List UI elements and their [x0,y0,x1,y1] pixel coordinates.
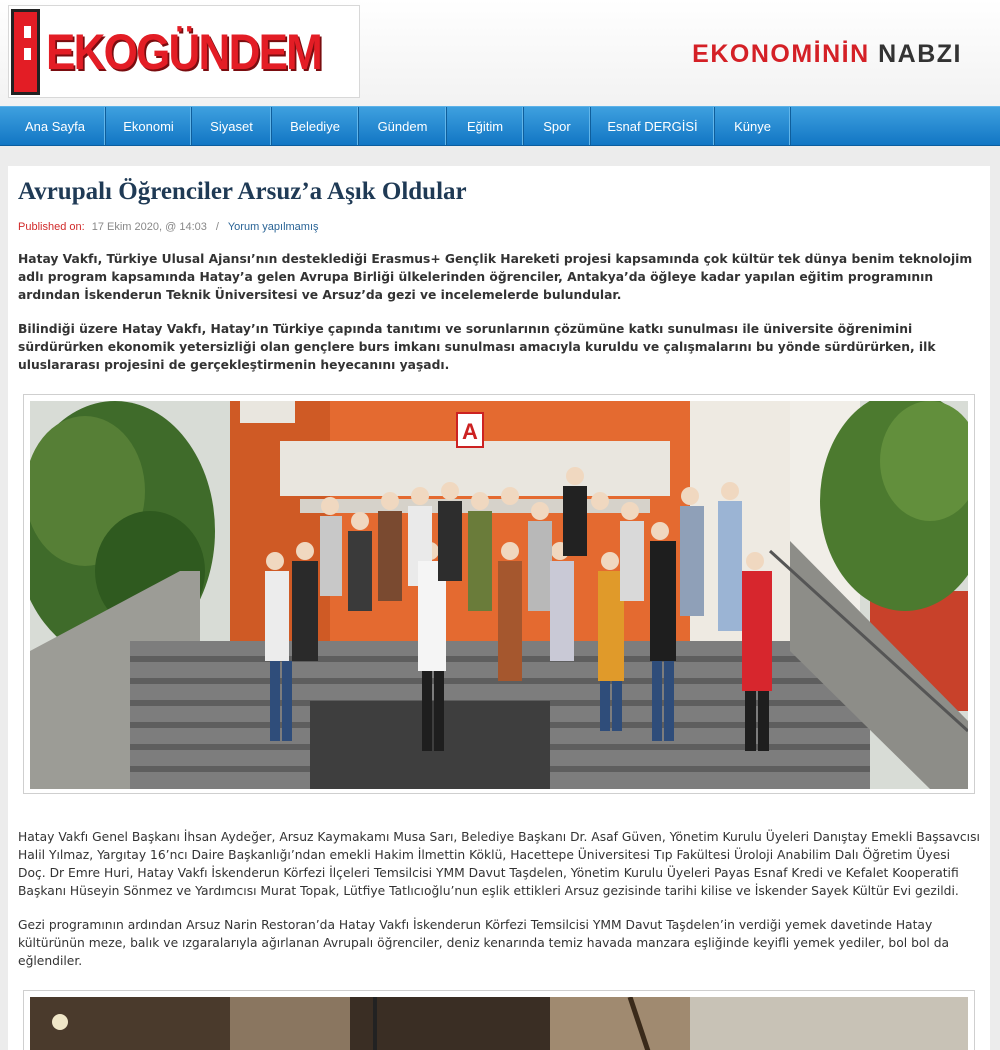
tagline-part1: EKONOMİNİN [692,40,870,68]
article-lead-paragraph-1: Hatay Vakfı, Türkiye Ulusal Ajansı’nın desteklediği Erasmus+ Gençlik Hareketi projesi kapsamında çok kültür tek dünya benim teknolojim adlı program kapsamında Hatay’a gelen Avrupa Birliği ülkelerinden öğrenciler, Antakya’da öğleye kadar yapılan eğitim programının ardından İskenderun Teknik Üniversitesi ve Arsuz’da gezi ve incelemelerde bulundular. [18,252,973,302]
comments-link[interactable]: Yorum yapılmamış [227,221,319,233]
article-lead-paragraph-2: Bilindiği üzere Hatay Vakfı, Hatay’ın Türkiye çapında tanıtımı ve sorunlarının çözümüne katkı sunulması ile üniversite öğrenimini sürdürürken ekonomik yetersizliği olan gençlere burs imkanı sunulması amacıyla kuruldu ve çalışmalarını bu yönde sürdürürken, ilk uluslararası projesini de gerçekleştirmenin heyecanını yaşadı. [18,322,936,372]
nav-item-belediye[interactable]: Belediye [272,107,359,145]
nav-item-gundem[interactable]: Gündem [359,107,447,145]
article-title[interactable]: Avrupalı Öğrenciler Arsuz’a Aşık Oldular [18,178,467,205]
meta-separator: / [215,221,219,233]
nav-item-siyaset[interactable]: Siyaset [192,107,272,145]
article-body-paragraph-2: Gezi programının ardından Arsuz Narin Restoran’da Hatay Vakfı İskenderun Körfezi Temsilcisi YMM Davut Taşdelen’in verdiği yemek davetinde Hatay kültürünün meze, balık ve ızgaralarıyla ağırlanan Avrupalı öğrenciler, deniz kenarında temiz havada manzara eşliğinde keyifli yemek yediler, bol bol da eğlendiler. [18,918,950,968]
tagline-part2: NABZI [878,40,962,68]
site-logo[interactable] [8,5,360,98]
nav-item-kunye[interactable]: Künye [715,107,791,145]
publish-date: 17 Ekim 2020, @ 14:03 [91,221,207,233]
article-photo-frame [23,394,975,794]
site-header [0,0,1000,106]
nav-item-spor[interactable]: Spor [524,107,591,145]
logo-eg-mark-icon [11,9,40,95]
logo-text: EKOGÜNDEM [46,23,322,80]
main-nav [0,106,1000,146]
site-tagline [692,40,962,69]
published-label: Published on: [18,221,85,233]
nav-item-egitim[interactable]: Eğitim [447,107,524,145]
article-meta [18,221,319,233]
nav-item-esnaf-dergisi[interactable]: Esnaf DERGİSİ [591,107,715,145]
nav-item-ekonomi[interactable]: Ekonomi [106,107,192,145]
article-body-paragraph-1: Hatay Vakfı Genel Başkanı İhsan Aydeğer, Arsuz Kaymakamı Musa Sarı, Belediye Başkanı Dr. Asaf Güven, Yönetim Kurulu Üyeleri Danıştay Emekli Başsavcısı Halil Yılmaz, Yargıtay 16’ncı Daire Başkanlığı’ndan emekli Hakim İlmettin Köklü, Hacettepe Üniversitesi Tıp Fakültesi Üroloji Anabilim Dalı Öğretim Üyesi Doç. Dr Emre Huri, Hatay Vakfı İskenderun Körfezi İlçeleri Temsilcisi YMM Davut Taşdelen, Yönetim Kurulu Üyeleri Payas Esnaf Kredi ve Kefalet Kooperatifi Başkanı Hüseyin Sönmez ve Yardımcısı Murat Topak, Lütfiye Tatlıcıoğlu’nun eşlik ettikleri Arsuz gezisinde tarihi kilise ve İskender Sayek Kültür Evi gezildi. [18,830,980,898]
photo-building-sign: A [462,419,478,444]
group-photo[interactable] [30,401,968,789]
nav-item-ana-sayfa[interactable]: Ana Sayfa [5,107,106,145]
article-photo-frame-2 [23,990,975,1050]
article-container [8,166,990,1050]
second-photo[interactable] [30,997,968,1050]
